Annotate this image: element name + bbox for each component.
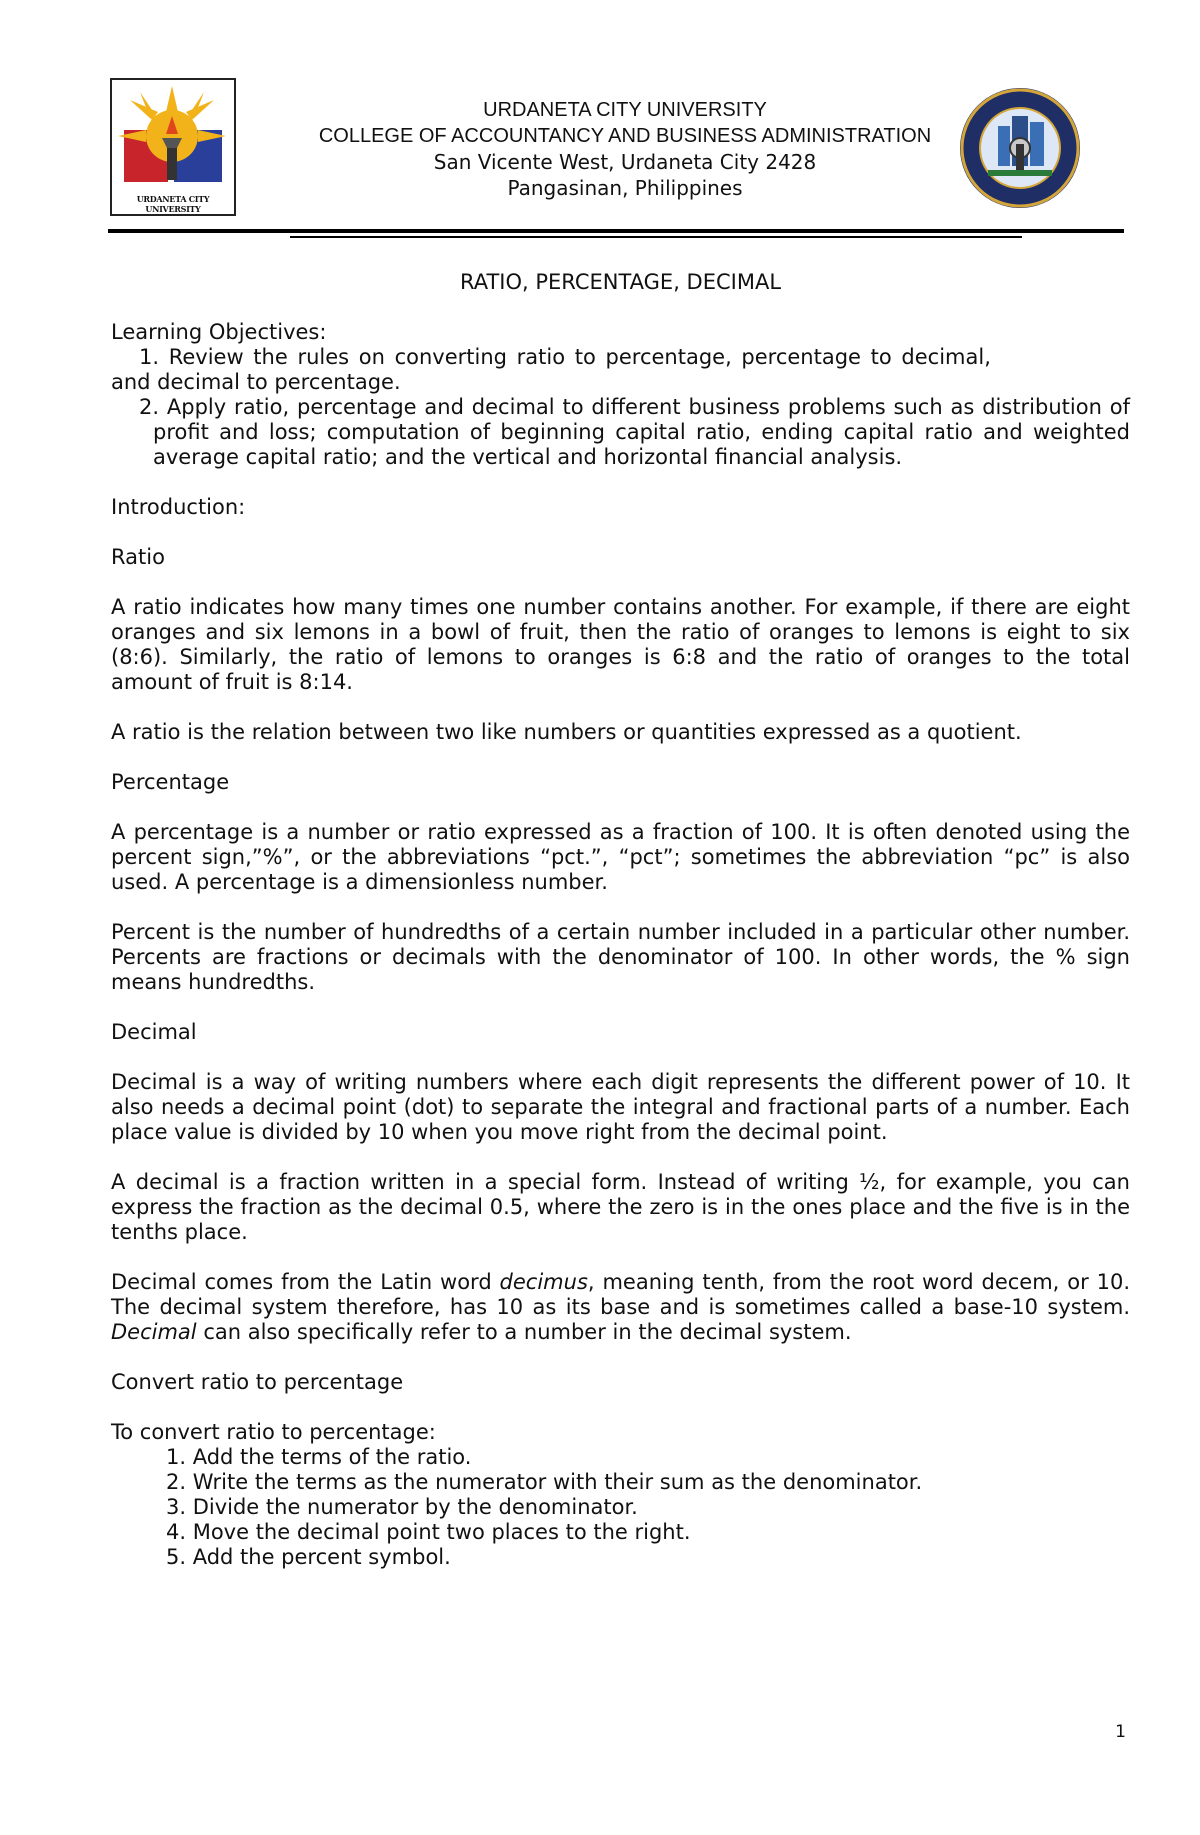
college-seal xyxy=(958,82,1082,216)
document-body xyxy=(111,270,1130,1570)
address-line-2: Pangasinan, Philippines xyxy=(507,176,743,200)
decimal-p3-italic-decimus: decimus xyxy=(499,1270,588,1294)
decimal-p3-part-c: can also specifically refer to a number in the decimal system. xyxy=(196,1320,852,1344)
ratio-paragraph-1: A ratio indicates how many times one number contains another. For example, if there are eight oranges and six lemons in a bowl of fruit, then the ratio of oranges to lemons is eight to six (8:6). Similarly, the ratio of lemons to oranges is 6:8 and the ratio of oranges to the total amount of fruit is 8:14. xyxy=(111,595,1130,694)
percentage-paragraph-2: Percent is the number of hundredths of a certain number included in a particular other number. Percents are fractions or decimals with the denominator of 100. In other words, the % sign means hundredths. xyxy=(111,920,1130,994)
list-item: 2. Write the terms as the numerator with their sum as the denominator. xyxy=(166,1470,923,1494)
decimal-heading: Decimal xyxy=(111,1020,197,1044)
decimal-paragraph-3 xyxy=(111,1270,1130,1345)
ratio-heading: Ratio xyxy=(111,545,165,569)
list-item: 3. Divide the numerator by the denominator. xyxy=(166,1495,638,1519)
address-line-1: San Vicente West, Urdaneta City 2428 xyxy=(433,150,817,174)
college-name: COLLEGE OF ACCOUNTANCY AND BUSINESS ADMINISTRATION xyxy=(318,125,932,147)
header-rule-thin xyxy=(290,236,1022,238)
percentage-heading: Percentage xyxy=(111,770,230,794)
decimal-p3-italic-decimal: Decimal xyxy=(111,1320,197,1344)
percentage-paragraph-1: A percentage is a number or ratio expressed as a fraction of 100. It is often denoted using the percent sign,”%”, or the abbreviations “pct.”, “pct”; sometimes the abbreviation “pc” is also used. A percentage is a dimensionless number. xyxy=(111,820,1130,894)
ratio-paragraph-2: A ratio is the relation between two like numbers or quantities expressed as a quotient. xyxy=(111,720,1022,744)
decimal-p3-part-b: , meaning tenth, from the root word decem, or 10. The decimal system therefore, has 10 as its base and is sometimes called a base-10 system. xyxy=(111,1270,1131,1319)
decimal-paragraph-2: A decimal is a fraction written in a special form. Instead of writing ½, for example, you can express the fraction as the decimal 0.5, where the zero is in the ones place and the five is in the tenths place. xyxy=(111,1170,1130,1244)
convert-heading: Convert ratio to percentage xyxy=(111,1370,404,1394)
objective-1-continuation: and decimal to percentage. xyxy=(111,370,401,394)
objective-2: 2. Apply ratio, percentage and decimal to different business problems such as distribution of profit and loss; computation of beginning capital ratio, ending capital ratio and weighted average capital ratio; and the vertical and horizontal financial analysis. xyxy=(139,395,1130,469)
list-item: 4. Move the decimal point two places to the right. xyxy=(166,1520,691,1544)
list-item: 5. Add the percent symbol. xyxy=(166,1545,451,1569)
header-rule-thick xyxy=(108,229,1124,233)
conversion-steps xyxy=(111,1445,1130,1570)
decimal-p3-part-a: Decimal comes from the Latin word xyxy=(111,1270,500,1294)
objective-1 xyxy=(111,345,1130,370)
list-item: 1. Add the terms of the ratio. xyxy=(166,1445,472,1469)
document-title: RATIO, PERCENTAGE, DECIMAL xyxy=(459,270,782,294)
logo-caption: URDANETA CITY UNIVERSITY xyxy=(136,194,210,214)
university-name: URDANETA CITY UNIVERSITY xyxy=(483,99,767,121)
convert-intro: To convert ratio to percentage: xyxy=(111,1420,436,1444)
objective-1-first-line: 1. Review the rules on converting ratio to percentage, percentage to decimal, xyxy=(139,345,991,369)
decimal-paragraph-1: Decimal is a way of writing numbers where each digit represents the different power of 10. It also needs a decimal point (dot) to separate the integral and fractional parts of a number. Each place value is divided by 10 when you move right from the decimal point. xyxy=(111,1070,1130,1144)
page-number: 1 xyxy=(1115,1722,1126,1742)
introduction-heading: Introduction: xyxy=(111,495,246,519)
objectives-heading: Learning Objectives: xyxy=(111,320,327,344)
letterhead xyxy=(200,97,1050,201)
